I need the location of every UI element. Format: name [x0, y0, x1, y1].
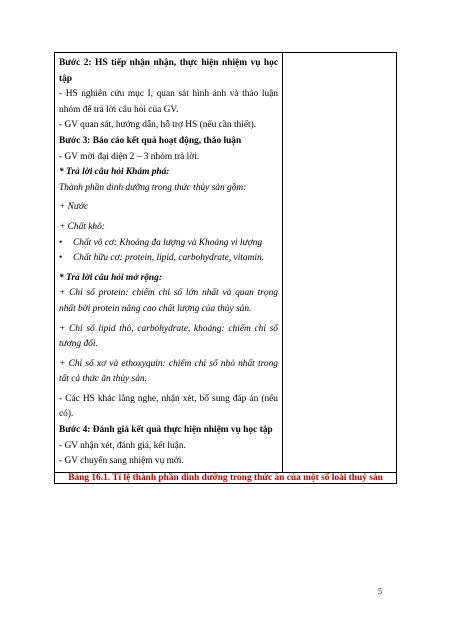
step2-line: - HS nghiên cứu mục I, quan sát hình ảnh và thảo luận nhóm để trả lời câu hỏi của GV.	[59, 89, 278, 115]
step2-line: - GV quan sát, hướng dẫn, hỗ trợ HS (nếu cần thiết).	[59, 120, 257, 131]
table-caption: Bảng 16.1. Tỉ lệ thành phần dinh dưỡng trong thức ăn của một số loài thuỷ sản	[55, 472, 397, 483]
dry-matter-item: + Chất khô:	[59, 221, 105, 232]
extended-line: + Chỉ số protein: chiếm chỉ số lớn nhất và quan trọng nhất bởi protein nâng cao chất lượng của thủy sản.	[59, 288, 278, 314]
others-line: - Các HS khác lắng nghe, nhận xét, bổ sung đáp án (nếu có).	[59, 393, 278, 420]
step4-line: - GV chuyển sang nhiệm vụ mới.	[59, 456, 184, 467]
bullet-icon: •	[59, 253, 63, 264]
bullet-text: Chất hữu cơ: protein, lipid, carbohydrate, vitamin.	[73, 253, 264, 264]
activity-cell	[55, 53, 283, 473]
step2-heading: Bước 2: HS tiếp nhận nhận, thực hiện nhiệm vụ học tập	[59, 58, 278, 84]
water-item: + Nước	[59, 202, 89, 213]
table-row	[55, 472, 397, 483]
step4-heading: Bước 4: Đánh giá kết quả thực hiện nhiệm vụ học tập	[59, 425, 273, 436]
list-item	[59, 251, 278, 267]
bullet-icon: •	[59, 237, 63, 248]
explore-intro: Thành phần dinh dưỡng trong thức thủy sản gồm:	[59, 182, 247, 193]
extended-line: + Chỉ số lipid thô, carbohydrate, khoáng: chiếm chỉ số tương đối.	[59, 323, 278, 350]
table-row	[55, 53, 397, 473]
expected-outcome-cell	[283, 53, 397, 473]
page-number: 5	[378, 587, 382, 596]
explore-heading: * Trả lời câu hỏi Khám phá:	[59, 167, 170, 178]
bullet-text: Chất vô cơ: Khoáng đa lượng và Khoáng vi lượng	[73, 237, 263, 248]
lesson-plan-table	[54, 52, 397, 484]
step4-line: - GV nhận xét, đánh giá, kết luận.	[59, 440, 186, 451]
extended-line: + Chỉ số xơ và ethoxyquin: chiếm chỉ số nhỏ nhất trong tất cả thức ăn thủy sản.	[59, 358, 278, 385]
list-item	[59, 236, 278, 252]
step3-heading: Bước 3: Báo cáo kết quả hoạt động, thảo luận	[59, 135, 242, 146]
extended-heading: * Trả lời câu hỏi mở rộng:	[59, 272, 162, 283]
step3-line: - GV mời đại diện 2 – 3 nhóm trả lời.	[59, 151, 200, 162]
